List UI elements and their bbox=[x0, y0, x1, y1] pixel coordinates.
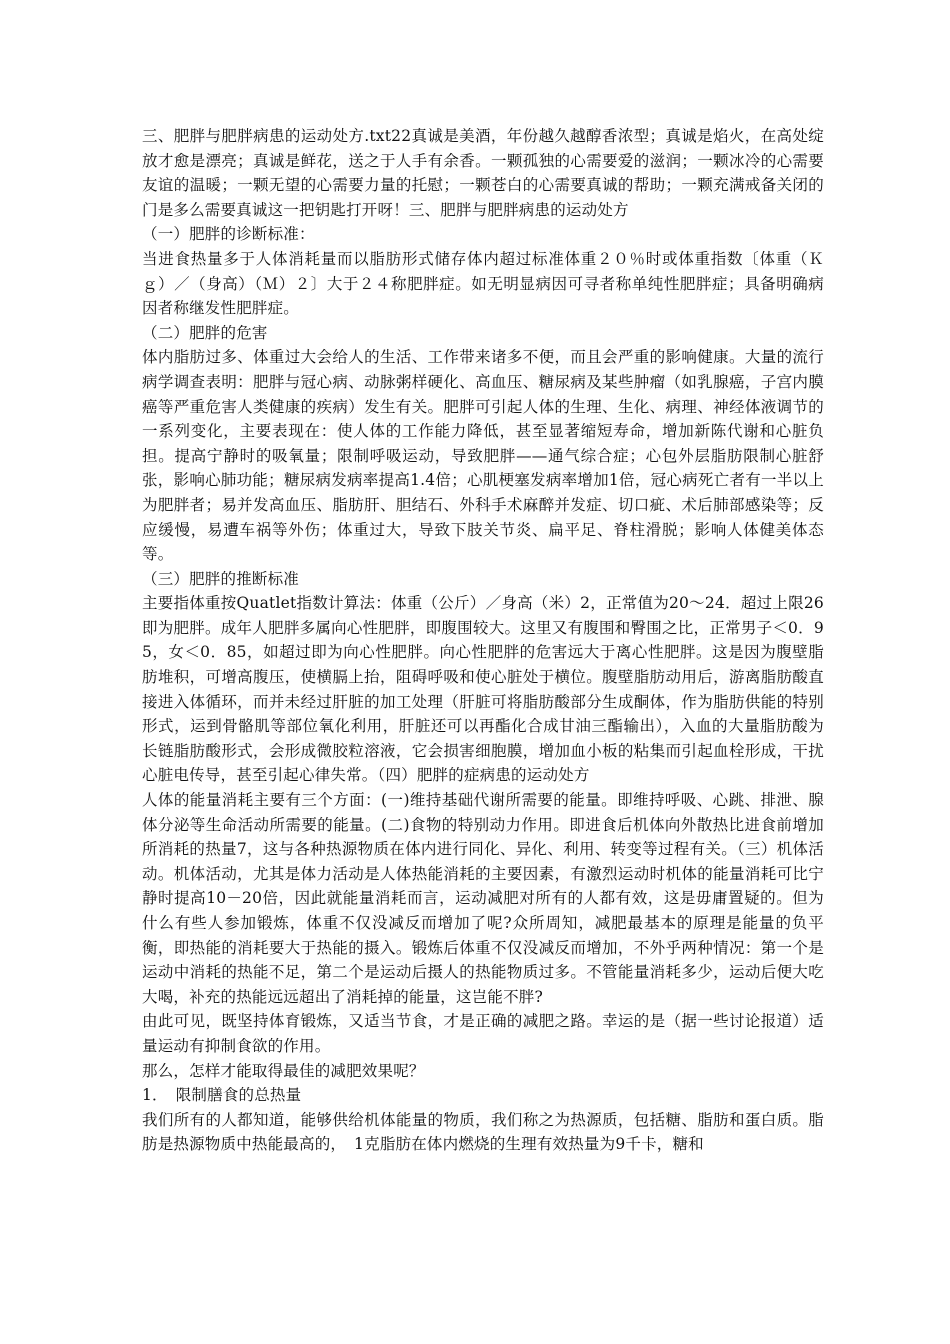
heat-source-paragraph: 我们所有的人都知道，能够供给机体能量的物质，我们称之为热源质，包括糖、脂肪和蛋白质。脂肪是热源物质中热能最高的， 1克脂肪在体内燃烧的生理有效热量为9千卡，糖和 bbox=[142, 1110, 824, 1154]
section-heading-harm: （二）肥胖的危害 bbox=[142, 323, 268, 342]
energy-paragraph: 人体的能量消耗主要有三个方面：(一)维持基础代谢所需要的能量。即维持呼吸、心跳、排泄、腺体分泌等生命活动所需要的能量。(二)食物的特别动力作用。即进食后机体向外散热比进食前增加所消耗的热量7，这与各种热源物质在体内进行同化、异化、利用、转变等过程有关。（三）机体活动。机体活动，尤其是体力活动是人体热能消耗的主要因素，有激烈运动时机体的能量消耗可比宁静时提高10－20倍，因此就能量消耗而言，运动减肥对所有的人都有效，这是毋庸置疑的。但为什么有些人参加锻炼，体重不仅没减反而增加了呢?众所周知，减肥最基本的原理是能量的负平衡，即热能的消耗要大于热能的摄入。锻炼后体重不仅没减反而增加，不外乎两种情况：第一个是运动中消耗的热能不足，第二个是运动后摄人的热能物质过多。不管能量消耗多少，运动后便大吃大喝，补充的热能远远超出了消耗掉的能量，这岂能不胖? bbox=[142, 791, 824, 1006]
question-paragraph: 那么，怎样才能取得最佳的减肥效果呢？ bbox=[142, 1061, 425, 1080]
criteria-paragraph: 主要指体重按Quatlet指数计算法：体重（公斤）／身高（米）2，正常值为20～24．超过上限26即为肥胖。成年人肥胖多属向心性肥胖，即腹围较大。这里又有腹围和臀围之比，正常男子＜0．95，女＜0．85，如超过即为向心性肥胖。向心性肥胖的危害远大于离心性肥胖。这是因为腹壁脂肪堆积，可增高腹压，使横膈上抬，阻碍呼吸和使心脏处于横位。腹壁脂肪动用后，游离脂肪酸直接进入体循环，而并未经过肝脏的加工处理（肝脏可将脂肪酸部分生成酮体，作为脂肪供能的特别形式，运到骨骼肌等部位氧化利用，肝脏还可以再酯化合成甘油三酯输出），入血的大量脂肪酸为长链脂肪酸形式，会形成微胶粒溶液，它会损害细胞膜，增加血小板的粘集而引起血栓形成，干扰心脏电传导，甚至引起心律失常。（四）肥胖的症病患的运动处方 bbox=[142, 594, 824, 785]
section-heading-criteria: （三）肥胖的推断标准 bbox=[142, 569, 300, 588]
section-heading-limit-calories: 1． 限制膳食的总热量 bbox=[142, 1086, 302, 1105]
intro-paragraph: 三、肥胖与肥胖病患的运动处方.txt22真诚是美酒，年份越久越醇香浓型；真诚是焰火，在高处绽放才愈是漂亮；真诚是鲜花，送之于人手有余香。一颗孤独的心需要爱的滋润；一颗冰冷的心需要友谊的温暖；一颗无望的心需要力量的托慰；一颗苍白的心需要真诚的帮助；一颗充满戒备关闭的门是多么需要真诚这一把钥匙打开呀！三、肥胖与肥胖病患的运动处方 bbox=[142, 127, 824, 219]
diagnosis-paragraph: 当进食热量多于人体消耗量而以脂肪形式储存体内超过标准体重２０％时或体重指数〔体重（Ｋｇ）／（身高）（Ｍ）２〕大于２４称肥胖症。如无明显病因可寻者称单纯性肥胖症；具备明确病因者称继发性肥胖症。 bbox=[142, 249, 824, 318]
harm-paragraph: 体内脂肪过多、体重过大会给人的生活、工作带来诸多不便，而且会严重的影响健康。大量的流行病学调查表明：肥胖与冠心病、动脉粥样硬化、高血压、糖尿病及某些肿瘤（如乳腺癌，子宫内膜癌等严重危害人类健康的疾病）发生有关。肥胖可引起人体的生理、生化、病理、神经体液调节的一系列变化，主要表现在：使人体的工作能力降低，甚至显著缩短寿命，增加新陈代谢和心脏负担。提高宁静时的吸氧量；限制呼吸运动，导致肥胖——通气综合症；心包外层脂肪限制心脏舒张，影响心肺功能；糖尿病发病率提高1.4倍；心肌梗塞发病率增加1倍，冠心病死亡者有一半以上为肥胖者；易并发高血压、脂肪肝、胆结石、外科手术麻醉并发症、切口疵、术后肺部感染等；反应缓慢，易遭车祸等外伤；体重过大，导致下肢关节炎、扁平足、脊柱滑脱；影响人体健美体态等。 bbox=[142, 348, 824, 564]
section-heading-diagnosis: （一）肥胖的诊断标准： bbox=[142, 225, 315, 244]
document-page bbox=[142, 124, 824, 1157]
conclusion-paragraph: 由此可见，既坚持体育锻炼，又适当节食，才是正确的减肥之路。幸运的是（据一些讨论报道）适量运动有抑制食欲的作用。 bbox=[142, 1012, 824, 1055]
